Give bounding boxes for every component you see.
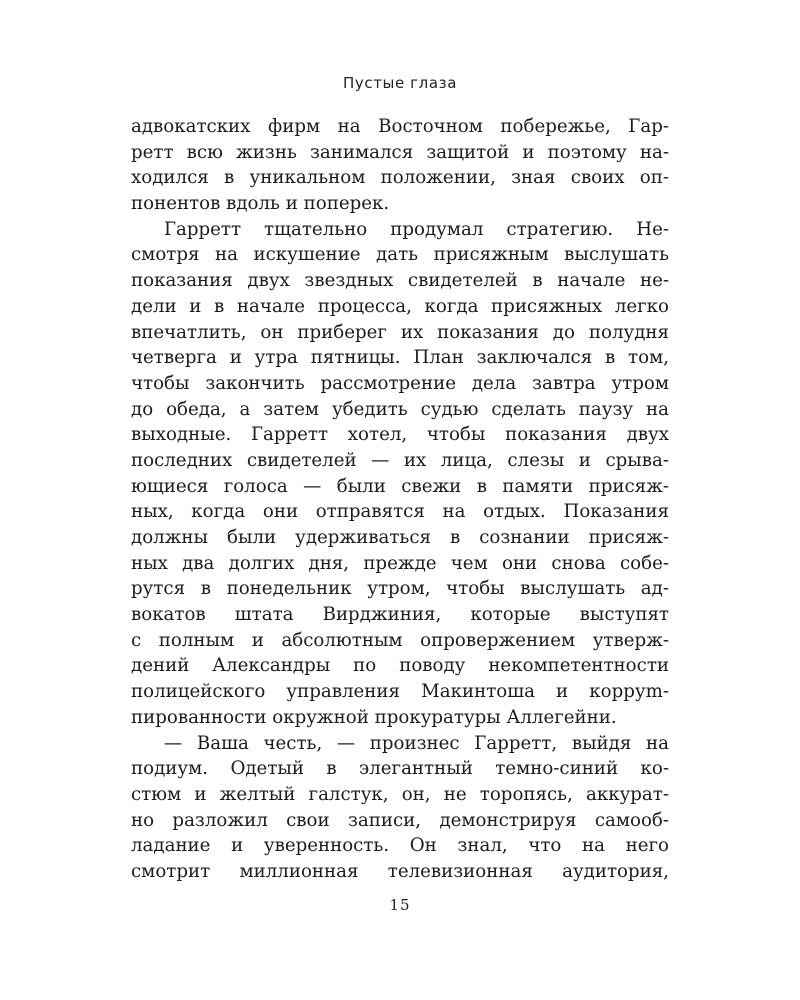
- text-line: смотрит миллионная телевизионная аудитория,: [131, 860, 669, 882]
- text-line: понентов вдоль и поперек.: [131, 193, 390, 215]
- text-line: с полным и абсолютным опровержением утверж-: [131, 629, 669, 651]
- text-line: вокатов штата Вирджиния, которые выступят: [131, 604, 669, 626]
- text-line: полицейского управления Макинтоша и корруm-: [131, 681, 669, 703]
- text-line: подиум. Одетый в элегантный темно-синий ко-: [131, 758, 669, 780]
- text-line: ных два долгих дня, прежде чем они снова собе-: [131, 552, 669, 574]
- text-line: должны были удерживаться в сознании присяж-: [131, 527, 669, 548]
- text-line: рутся в понедельник утром, чтобы выслушать ад-: [131, 578, 669, 600]
- text-line: но разложил свои записи, демонстрируя самооб-: [131, 809, 669, 831]
- text-line: выходные. Гарретт хотел, чтобы показания двух: [131, 424, 669, 446]
- text-line: смотря на искушение дать присяжным выслушать: [131, 244, 669, 266]
- text-line: последних свидетелей — их лица, слезы и срыва-: [131, 449, 669, 471]
- text-line: — Ваша честь, — произнес Гарретт, выйдя на: [164, 732, 669, 754]
- text-line: дений Александры по поводу некомпетентности: [131, 655, 669, 677]
- body-text: [131, 114, 669, 885]
- text-line: Гарретт тщательно продумал стратегию. Не-: [164, 218, 669, 240]
- running-title: Пустые глаза: [342, 74, 457, 92]
- text-line: адвокатских фирм на Восточном побережье, Гар-: [131, 116, 669, 137]
- text-line: ладание и уверенность. Он знал, что на него: [131, 835, 669, 857]
- page-number: 15: [389, 896, 411, 914]
- text-line: стюм и желтый галстук, он, не торопясь, аккурат-: [131, 783, 669, 805]
- text-line: дели и в начале процесса, когда присяжных легко: [131, 295, 669, 317]
- text-line: пированности окружной прокуратуры Аллегейни.: [131, 706, 617, 728]
- text-line: показания двух звездных свидетелей в начале не-: [131, 270, 669, 292]
- text-line: до обеда, а затем убедить судью сделать паузу на: [131, 398, 669, 420]
- text-line: впечатлить, он приберег их показания до полудня: [131, 321, 669, 343]
- text-line: ходился в уникальном положении, зная своих оп-: [131, 167, 669, 189]
- text-line: четверга и утра пятницы. План заключался в том,: [131, 347, 669, 369]
- text-line: ретт всю жизнь занимался защитой и поэтому на-: [131, 141, 669, 163]
- text-line: ных, когда они отправятся на отдых. Показания: [131, 501, 669, 523]
- text-line: чтобы закончить рассмотрение дела завтра утром: [131, 372, 669, 394]
- text-line: ющиеся голоса — были свежи в памяти присяж-: [131, 475, 669, 497]
